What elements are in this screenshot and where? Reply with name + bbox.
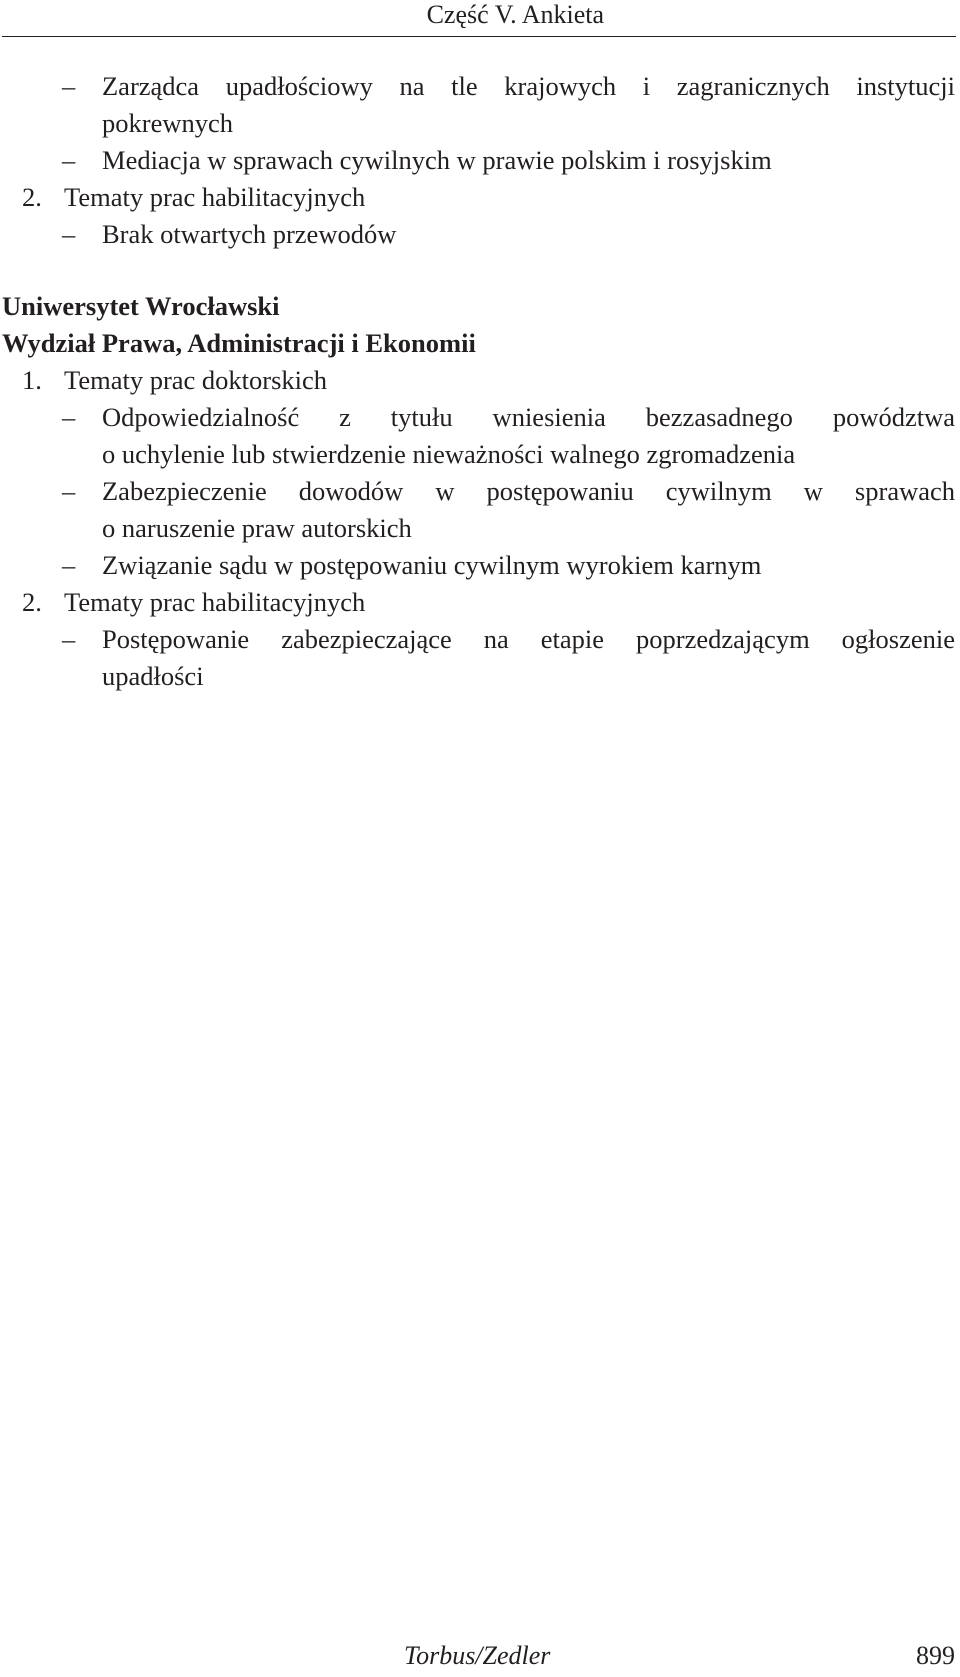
list-item	[0, 547, 960, 584]
page-number: 899	[916, 1641, 955, 1670]
list-item-text: Brak otwartych przewodów	[102, 219, 397, 249]
list-item	[0, 216, 960, 253]
list-item	[0, 142, 960, 179]
list-item-text: Odpowiedzialność z tytułu wniesienia bezzasadnego powództwa	[102, 402, 955, 432]
dash-bullet: –	[62, 624, 76, 654]
list-item-text: Postępowanie zabezpieczające na etapie poprzedzającym ogłoszenie	[102, 624, 955, 654]
dash-bullet: –	[62, 219, 76, 249]
list-item-text: Zabezpieczenie dowodów w postępowaniu cywilnym w sprawach	[102, 476, 955, 506]
running-header	[0, 0, 960, 39]
list-item	[0, 68, 960, 105]
list-item-continuation	[0, 436, 960, 473]
numbered-item-text: Tematy prac habilitacyjnych	[64, 587, 366, 617]
numbered-item	[0, 584, 960, 621]
list-item-text: o naruszenie praw autorskich	[102, 513, 412, 543]
list-item-text: o uchylenie lub stwierdzenie nieważności walnego zgromadzenia	[102, 439, 796, 469]
dash-bullet: –	[62, 145, 76, 175]
numbered-item	[0, 362, 960, 399]
numbered-item-text: Tematy prac doktorskich	[64, 365, 328, 395]
list-item	[0, 473, 960, 510]
dash-bullet: –	[62, 71, 76, 101]
numbered-item-text: Tematy prac habilitacyjnych	[64, 182, 366, 212]
university-name: Uniwersytet Wrocławski	[2, 291, 280, 321]
header-title: Część V. Ankieta	[426, 0, 604, 29]
footer-authors: Torbus/Zedler	[404, 1641, 551, 1670]
faculty-name: Wydział Prawa, Administracji i Ekonomii	[2, 328, 476, 358]
list-item	[0, 621, 960, 658]
dash-bullet: –	[62, 402, 76, 432]
item-number: 1.	[22, 365, 42, 395]
list-item-continuation	[0, 658, 960, 695]
faculty-heading	[0, 325, 960, 362]
header-rule	[2, 36, 956, 37]
list-item-text: Mediacja w sprawach cywilnych w prawie polskim i rosyjskim	[102, 145, 772, 175]
university-heading	[0, 288, 960, 325]
list-item-text: Zarządca upadłościowy na tle krajowych i zagranicznych instytucji	[102, 71, 955, 101]
item-number: 2.	[22, 587, 42, 617]
numbered-item	[0, 179, 960, 216]
list-item-continuation	[0, 105, 960, 142]
section-spacer	[0, 253, 960, 288]
page-body	[0, 68, 960, 695]
list-item-text: pokrewnych	[102, 108, 233, 138]
list-item-continuation	[0, 510, 960, 547]
dash-bullet: –	[62, 476, 76, 506]
list-item	[0, 399, 960, 436]
list-item-text: Związanie sądu w postępowaniu cywilnym wyrokiem karnym	[102, 550, 762, 580]
running-footer	[0, 1636, 960, 1677]
list-item-text: upadłości	[102, 661, 204, 691]
item-number: 2.	[22, 182, 42, 212]
dash-bullet: –	[62, 550, 76, 580]
